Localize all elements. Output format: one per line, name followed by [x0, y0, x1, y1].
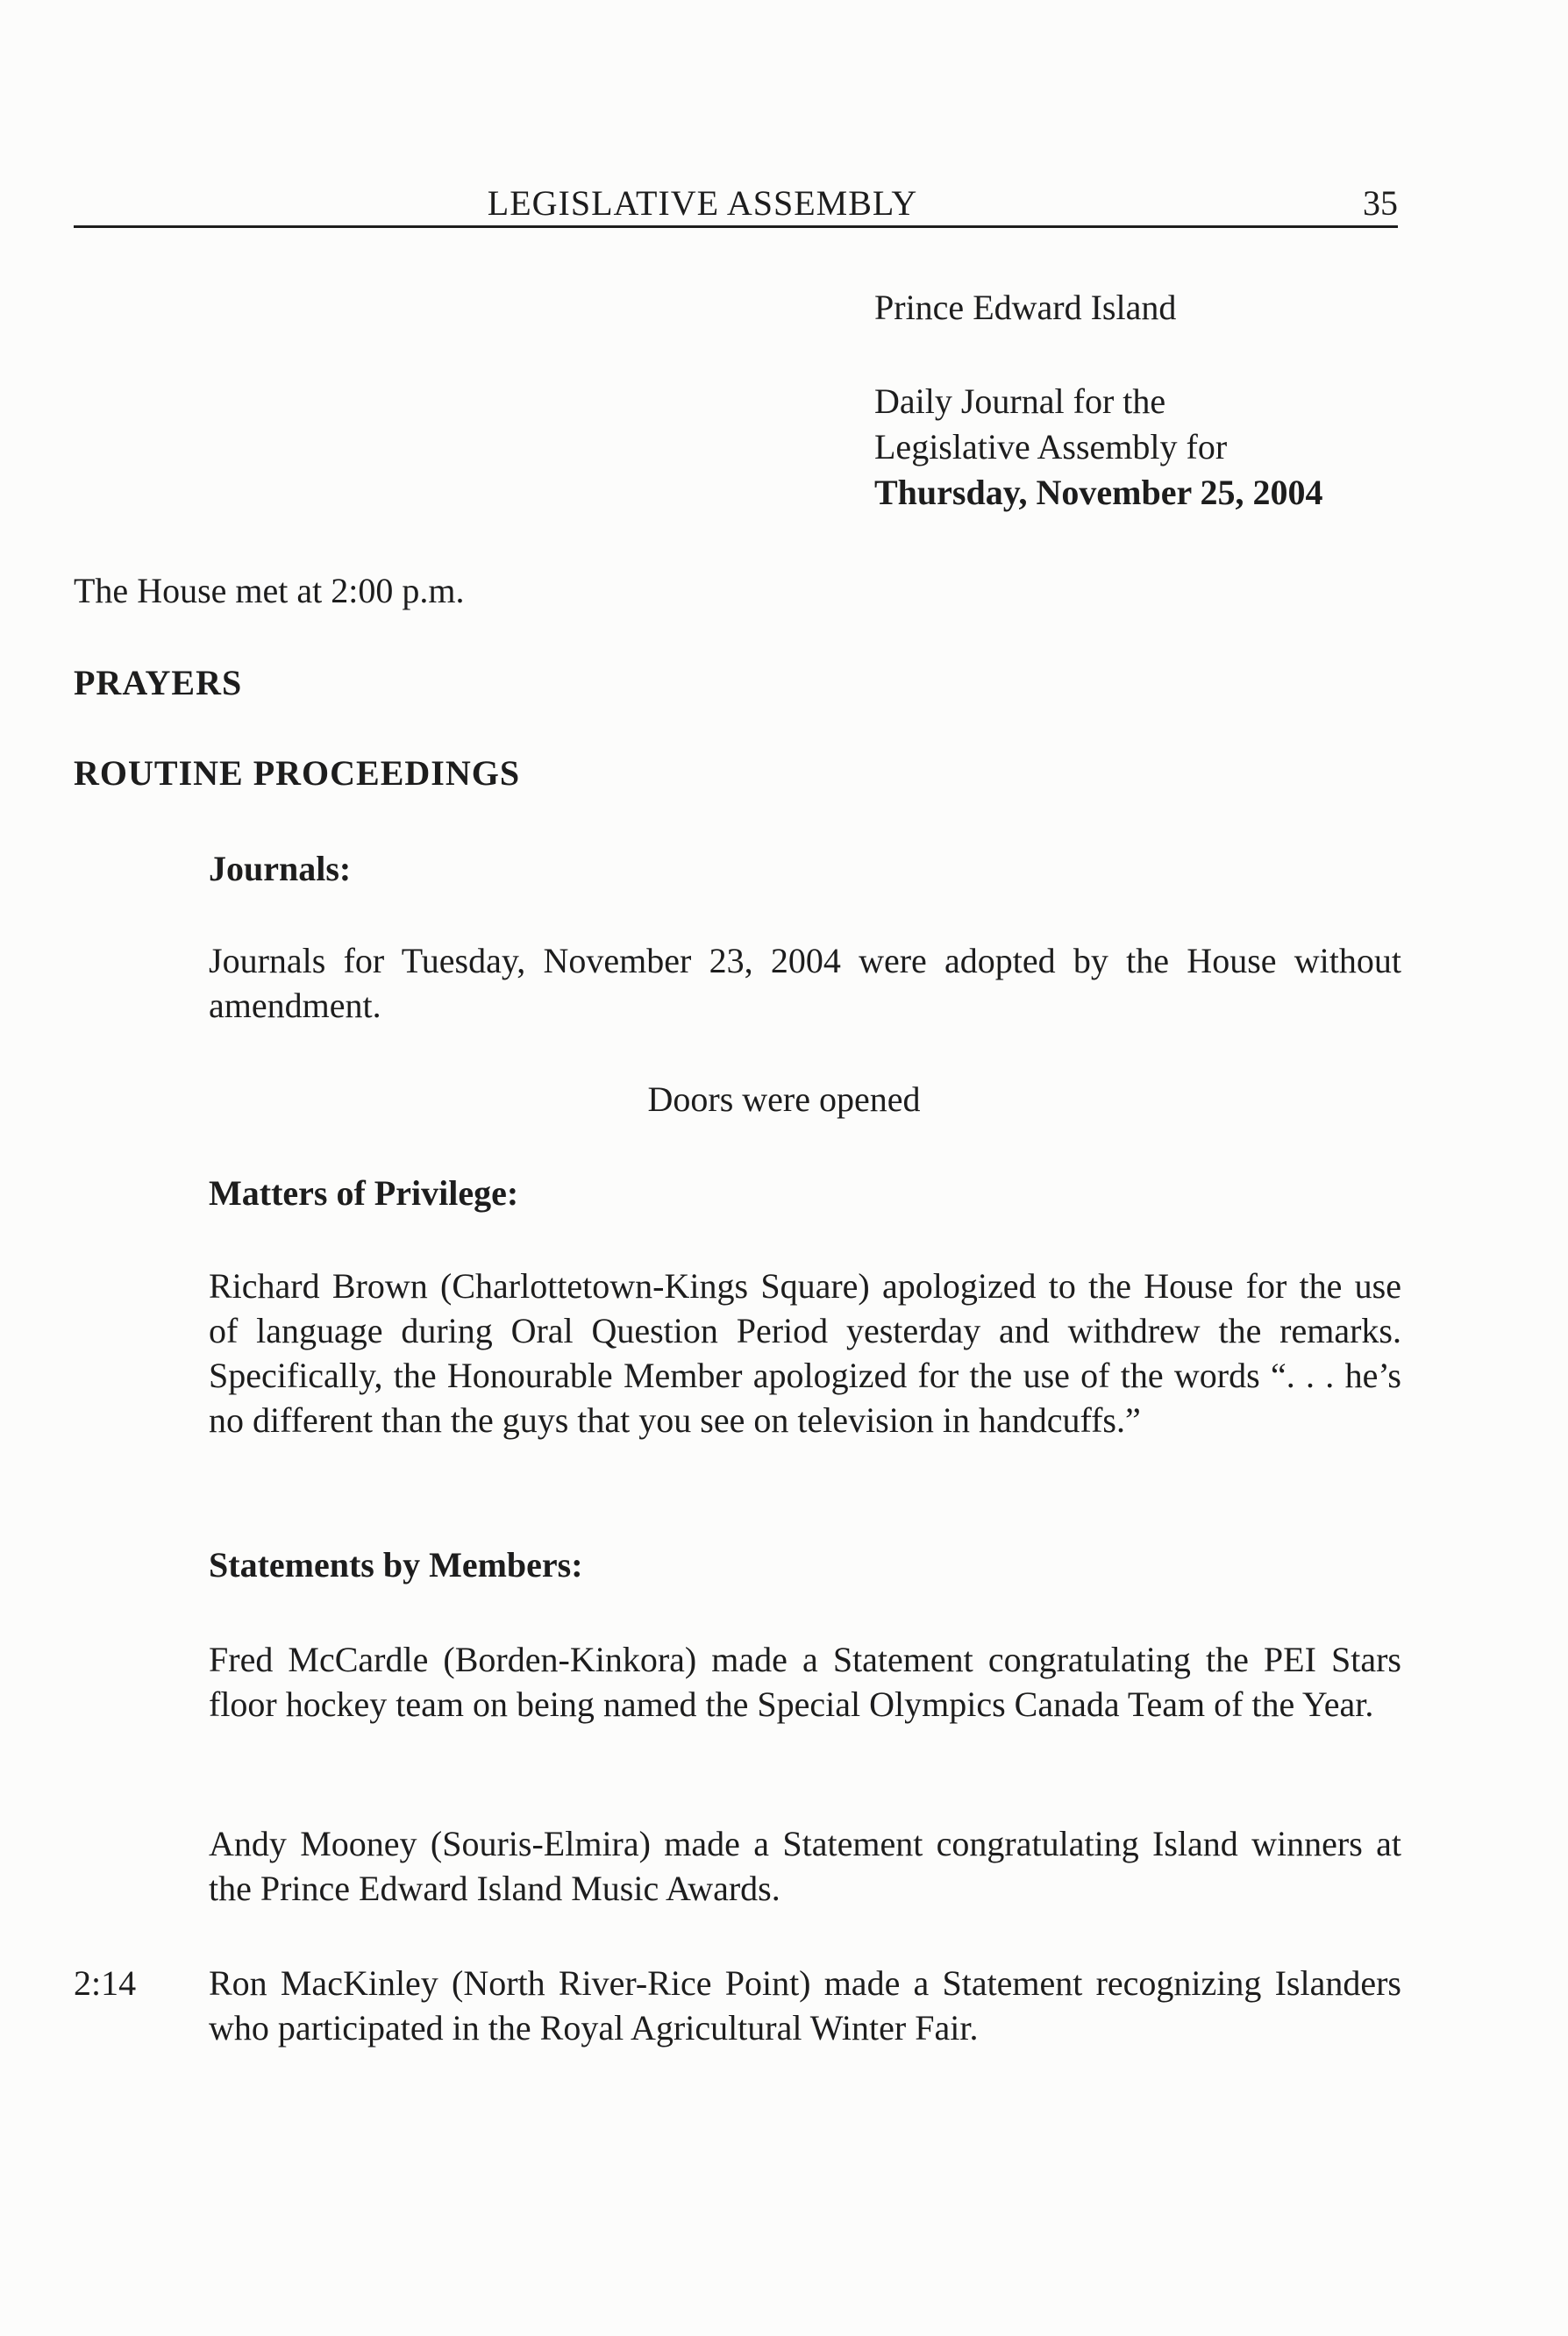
running-header-title: LEGISLATIVE ASSEMBLY — [487, 183, 918, 223]
statement-item: Ron MacKinley (North River-Rice Point) made a Statement recognizing Islanders who participated in the Royal Agricultural Winter Fair. — [209, 1963, 1401, 2048]
province-name: Prince Edward Island — [874, 288, 1177, 327]
routine-proceedings-heading: ROUTINE PROCEEDINGS — [74, 753, 521, 793]
statement-item: Fred McCardle (Borden-Kinkora) made a Statement congratulating the PEI Stars floor hockey team on being named the Special Olympics Canada Team of the Year. — [209, 1640, 1401, 1724]
statement-item: Andy Mooney (Souris-Elmira) made a Statement congratulating Island winners at the Prince Edward Island Music Awards. — [209, 1824, 1401, 1908]
house-met-time: The House met at 2:00 p.m. — [74, 571, 465, 610]
journal-date: Thursday, November 25, 2004 — [874, 473, 1323, 512]
doors-opened-note: Doors were opened — [647, 1079, 921, 1119]
statements-by-members-heading: Statements by Members: — [209, 1545, 583, 1585]
header-rule — [74, 225, 1398, 228]
prayers-heading: PRAYERS — [74, 663, 243, 702]
time-marker: 2:14 — [74, 1963, 137, 2003]
journals-paragraph: Journals for Tuesday, November 23, 2004 were adopted by the House without amendment. — [209, 941, 1401, 1025]
matters-of-privilege-heading: Matters of Privilege: — [209, 1173, 519, 1213]
page-number: 35 — [1363, 183, 1398, 223]
journal-title-line-1: Daily Journal for the — [874, 381, 1166, 421]
journal-title-line-2: Legislative Assembly for — [874, 427, 1228, 466]
privilege-paragraph: Richard Brown (Charlottetown-Kings Square) apologized to the House for the use of language during Oral Question Period yesterday and withdrew the remarks. Specifically, the Honourable Member apologized for the use of the words “. . . he’s no different than the guys that you see on television in handcuffs.” — [209, 1266, 1401, 1440]
journals-heading: Journals: — [209, 849, 352, 888]
